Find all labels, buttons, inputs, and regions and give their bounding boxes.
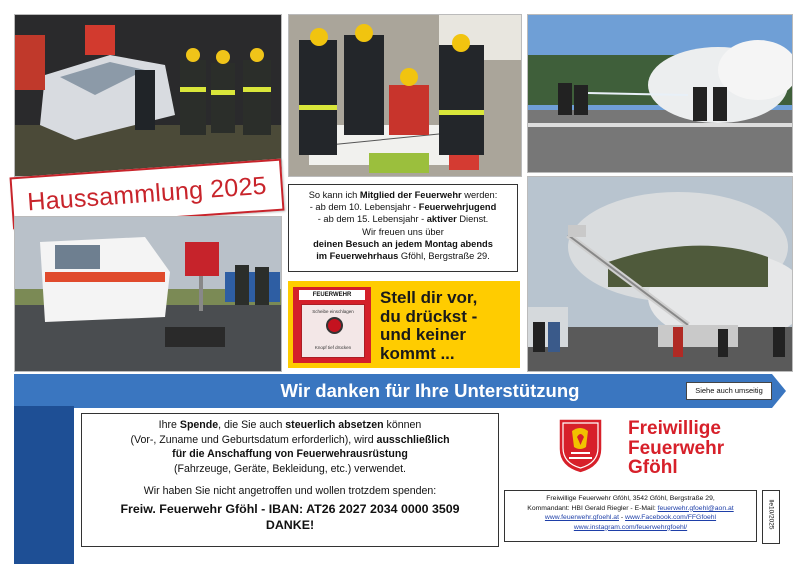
slogan-line: kommt ...: [380, 343, 455, 363]
see-overleaf-note: Siehe auch umseitig: [686, 382, 772, 400]
photo-car-fire-smoke: [527, 14, 793, 173]
fire-alarm-slogan-panel: [288, 281, 520, 368]
organization-name: [628, 419, 724, 478]
date-code-box: [762, 490, 780, 544]
date-code: lle10/2025: [767, 499, 775, 530]
address-line: Freiwillige Feuerwehr Gföhl, 3542 Gföhl, Bergstraße 29,: [546, 495, 715, 502]
photo-training-plans: [288, 14, 522, 177]
banner-text: Wir danken für Ihre Unterstützung: [280, 380, 580, 401]
fire-alarm-header: FEUERWEHR: [299, 290, 365, 300]
fire-alarm-glass: [301, 304, 365, 358]
org-name-line: Freiwillige: [628, 418, 721, 439]
instagram-link[interactable]: www.instagram.com/feuerwehrgfoehl/: [573, 523, 688, 531]
membership-line: im Feuerwehrhaus Gföhl, Bergstraße 29.: [316, 251, 490, 262]
org-name-line: Feuerwehr: [628, 437, 725, 459]
slogan-line: du drückst -: [380, 306, 478, 326]
membership-line: - ab dem 15. Lebensjahr - aktiver Dienst.: [317, 214, 489, 225]
membership-info-box: [288, 184, 518, 272]
thanks-text: DANKE!: [265, 517, 315, 532]
fire-brigade-emblem-icon: [557, 417, 604, 475]
membership-line: Wir freuen uns über: [362, 226, 444, 237]
membership-line: So kann ich Mitglied der Feuerwehr werden:: [308, 190, 498, 200]
website-link[interactable]: www.feuerwehr.gfoehl.at: [544, 514, 619, 522]
fire-alarm-icon: [293, 287, 371, 363]
fire-alarm-instruction-top: Scheibe einschlagen: [312, 309, 354, 314]
membership-line: deinen Besuch an jedem Montag abends: [313, 238, 493, 249]
iban-line: Freiw. Feuerwehr Gföhl - IBAN: AT26 2027 2034 0000 3509: [120, 501, 460, 516]
photo-ladder-truck-fire: [527, 176, 793, 372]
fire-alarm-instruction-bottom: Knopf tief drücken: [314, 345, 352, 350]
web-links-line: www.feuerwehr.gfoehl.at - www.Facebook.com/FFGfoehl: [544, 514, 717, 522]
alarm-slogan: [380, 289, 516, 363]
donation-line: für die Anschaffung von Feuerwehrausrüstung: [172, 448, 408, 460]
membership-line: - ab dem 10. Lebensjahr - Feuerwehrjugend: [309, 202, 497, 213]
slogan-line: Stell dir vor,: [380, 288, 478, 307]
photo-night-accident-rescue: [14, 14, 282, 177]
photo-ambulance-crash: [14, 216, 282, 372]
commander-line: Kommandant: HBI Gerald Riegler - E-Mail: feuerwehr.gfoehl@aon.at: [527, 504, 734, 512]
email-link[interactable]: feuerwehr.gfoehl@aon.at: [657, 504, 734, 512]
blue-side-strip: [14, 406, 74, 564]
donation-info-box: [81, 413, 499, 547]
instagram-line: [505, 523, 756, 533]
donation-line: (Vor-, Zuname und Geburtsdatum erforderlich), wird ausschließlich: [130, 433, 450, 446]
contact-box: [504, 490, 757, 542]
slogan-line: und keiner: [380, 325, 466, 344]
page-title: Haussammlung 2025: [26, 171, 268, 216]
donation-line: Wir haben Sie nicht angetroffen und wollen trotzdem spenden:: [143, 485, 437, 497]
org-name-line: Gföhl: [628, 457, 678, 478]
donation-line: (Fahrzeuge, Geräte, Bekleidung, etc.) verwendet.: [173, 462, 406, 475]
donation-line: Ihre Spende, die Sie auch steuerlich absetzen können: [158, 419, 422, 431]
fire-alarm-button-icon: [326, 317, 343, 334]
facebook-link[interactable]: www.Facebook.com/FFGfoehl: [625, 514, 717, 522]
